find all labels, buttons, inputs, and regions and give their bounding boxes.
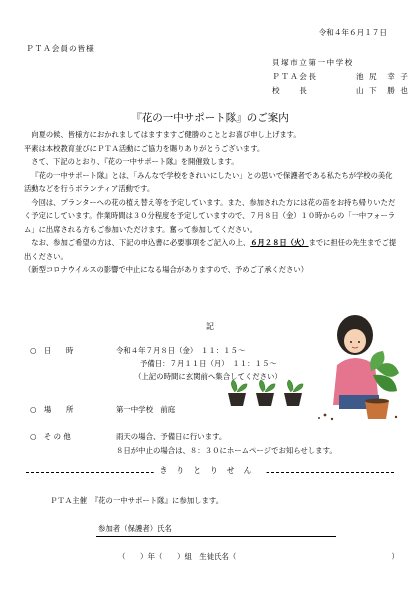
place-value: 第一中学校 前庭: [116, 405, 176, 414]
ki-heading: 記: [206, 322, 214, 331]
sender-name: 山 下 勝 也: [356, 86, 410, 96]
sender-school: [272, 56, 409, 70]
participation-statement: ＰＴＡ主催 『花の一中サポート隊』に参加します。: [50, 496, 224, 505]
sender-org: 貝塚市立第一中学校: [272, 58, 354, 68]
description-paragraph: 『花の一中サポート隊』とは、「みんなで学校をきれいにしたい」との思いで保護者である私たちが学校の美化活動などを行うボランティア活動です。: [24, 170, 393, 193]
datetime-reserve: 予備日：７月１１日（月） １１：１５～: [140, 359, 277, 368]
sender-name: 池 尻 幸 子: [356, 72, 410, 82]
other-note-2: ８日が中止の場合は、８：３０にホームページでお知らせします。: [116, 446, 337, 455]
page-title: 『花の一中サポート隊』のご案内: [131, 112, 289, 124]
deadline-date: ６月２８日（火）: [250, 238, 309, 247]
plan-paragraph: 今回は、プランターへの花の植え替え等を予定しています。また、参加された方には花の苗をお持ち帰りいただく予定にしています。作業時間は３０分程度を予定していますので、７月８日（金）１０時からの「一中フォーラム」に出席される方もご参加いただけます。奮って参加してください。: [24, 197, 396, 234]
planting-illustration: [225, 305, 403, 425]
addressee: ＰＴＡ会員の皆様: [26, 44, 95, 53]
seedling-icon: [256, 380, 275, 406]
datetime-row: [30, 346, 246, 355]
sender-org: 校 長: [272, 86, 309, 96]
cut-line-label: きりとりせん: [154, 466, 267, 476]
cut-line: [26, 466, 394, 478]
participant-label: 参加者（保護者）氏名: [98, 524, 172, 533]
datetime-note: （上記の時間に玄関前へ集合してください）: [134, 372, 282, 381]
other-row: [30, 432, 227, 441]
greeting-paragraph: 向夏の候、皆様方におかれましてはますますご健勝のこととお喜び申し上げます。: [31, 130, 301, 139]
place-row: [30, 405, 176, 414]
sender-pta-president: [272, 70, 409, 84]
datetime-label: ○ 日 時: [30, 346, 74, 355]
participant-name-field[interactable]: [96, 536, 336, 537]
sender-principal: [272, 84, 409, 98]
place-label: ○ 場 所: [30, 405, 74, 414]
letter-body: [24, 128, 398, 277]
covid-note: （新型コロナウイルスの影響で中止になる場合がありますので、予めご了承ください）: [24, 265, 308, 274]
student-line: （ ）年（ ）組 生徒氏名（ ）: [118, 552, 399, 561]
announcement-paragraph: さて、下記のとおり、『花の一中サポート隊』を開催致します。: [31, 157, 239, 166]
sender-org: ＰＴＡ会長: [272, 72, 318, 82]
seedling-icon: [228, 380, 247, 406]
datetime-main: 令和４年７月８日（金） １１：１５～: [116, 346, 246, 355]
deadline-paragraph: なお、参加ご希望の方は、下記の申込書に必要事項をご記入の上、６月２８日（火）までに担任の先生までご提出ください。: [24, 238, 397, 261]
date: 令和４年６月１７日: [318, 28, 387, 37]
other-label: ○ そ の 他: [30, 432, 71, 441]
seedling-icon: [284, 380, 303, 406]
thanks-paragraph: 平素は本校教育並びにＰＴＡ活動にご協力を賜りありがとうございます。: [24, 143, 265, 153]
other-note-1: 雨天の場合、予備日に行います。: [116, 432, 227, 441]
sender-block: [272, 56, 409, 98]
